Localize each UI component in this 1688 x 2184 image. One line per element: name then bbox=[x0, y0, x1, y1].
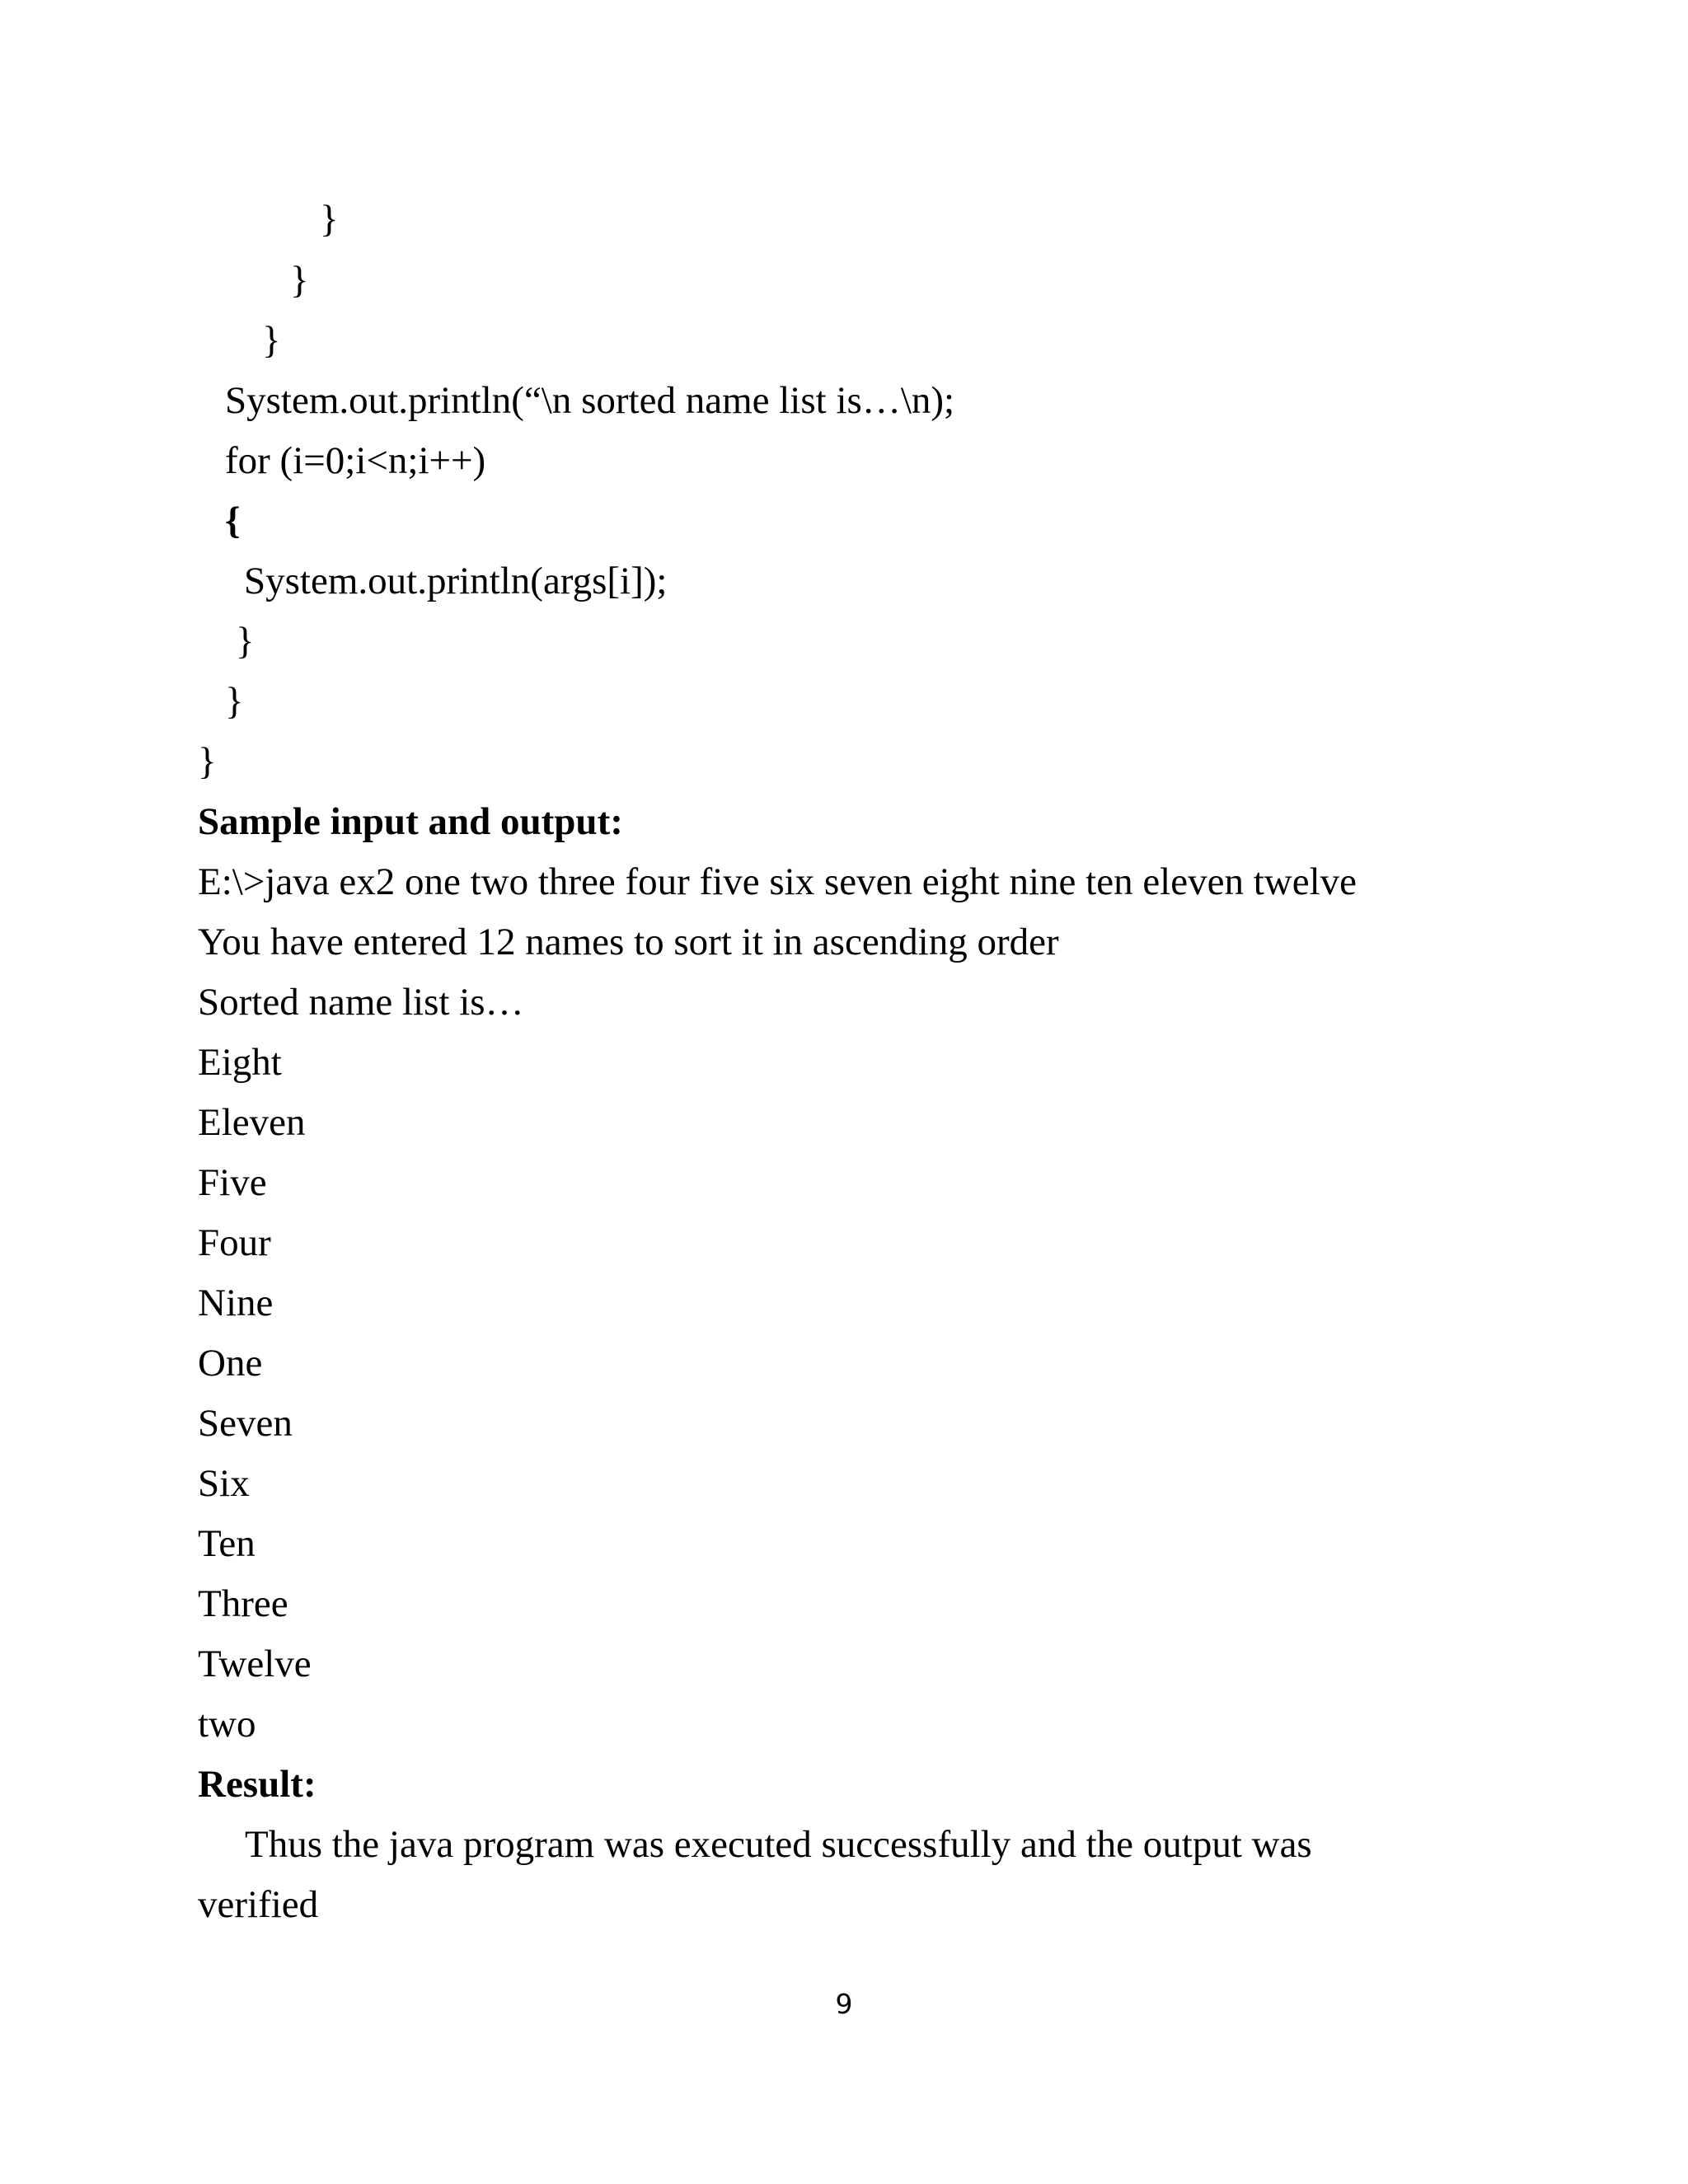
code-line: } bbox=[262, 319, 281, 362]
code-line: } bbox=[290, 259, 309, 302]
sorted-name: Ten bbox=[198, 1522, 256, 1565]
code-line: } bbox=[198, 740, 217, 783]
code-line: for (i=0;i<n;i++) bbox=[225, 439, 486, 482]
code-line: { bbox=[225, 499, 241, 542]
sample-heading: Sample input and output: bbox=[198, 800, 623, 843]
sorted-name: Eight bbox=[198, 1041, 282, 1084]
sorted-name: Three bbox=[198, 1582, 288, 1625]
sorted-name: One bbox=[198, 1342, 263, 1385]
sorted-name: Nine bbox=[198, 1282, 274, 1324]
code-line: } bbox=[320, 198, 339, 241]
sorted-name: Eleven bbox=[198, 1101, 306, 1144]
sorted-name: Six bbox=[198, 1462, 250, 1505]
sorted-name: two bbox=[198, 1703, 256, 1746]
sample-message: You have entered 12 names to sort it in ascending order bbox=[198, 921, 1059, 963]
result-heading: Result: bbox=[198, 1763, 316, 1806]
sample-command: E:\>java ex2 one two three four five six seven eight nine ten eleven twelve bbox=[198, 860, 1357, 903]
sorted-label: Sorted name list is… bbox=[198, 981, 524, 1024]
code-line: System.out.println(args[i]); bbox=[244, 560, 668, 602]
code-line: } bbox=[236, 620, 255, 663]
sorted-name: Five bbox=[198, 1161, 267, 1204]
result-text-line-2: verified bbox=[198, 1883, 319, 1926]
result-text-line-1: Thus the java program was executed successfully and the output was bbox=[245, 1823, 1312, 1866]
code-line: System.out.println(“\n sorted name list is…\n); bbox=[225, 379, 955, 422]
page-number: 9 bbox=[835, 1988, 853, 2020]
sorted-name: Four bbox=[198, 1221, 271, 1264]
code-line: } bbox=[225, 680, 244, 723]
sorted-name: Twelve bbox=[198, 1643, 312, 1685]
sorted-name: Seven bbox=[198, 1402, 293, 1445]
